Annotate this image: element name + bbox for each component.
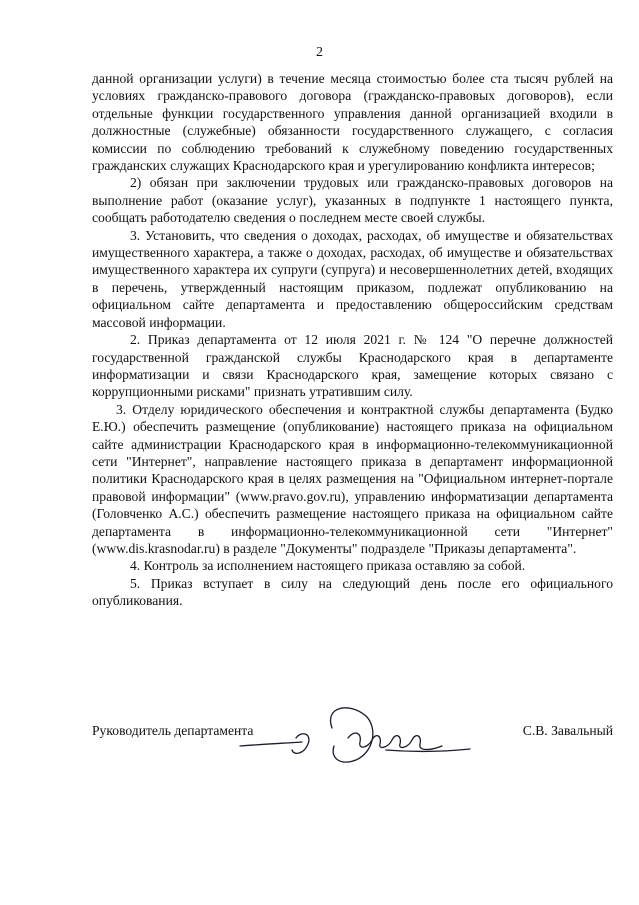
handwritten-signature <box>236 700 476 780</box>
signatory-name: С.В. Завальный <box>522 723 613 738</box>
paragraph-point-3: 3. Отделу юридического обеспечения и контрактной службы департамента (Будко Е.Ю.) обеспечить размещение (опубликование) настоящего приказа на официальном сайте администрации Краснодарского края в информационно-телекоммуникационной сети "Интернет", направление настоящего приказа в департамент информационной политики Краснодарского края в целях размещения на "Официальном интернет-портале правовой информации" (www.pravo.gov.ru), управлению информатизации департамента (Головченко А.С.) обеспечить размещение настоящего приказа на официальном сайте департамента в информационно-телекоммуникационной сети "Интернет"(www.dis.krasnodar.ru) в разделе "Документы" подразделе "Приказы департамента". <box>92 401 613 556</box>
paragraph-point-4: 4. Контроль за исполнением настоящего приказа оставляю за собой. <box>130 558 526 574</box>
paragraph-point-2: 2. Приказ департамента от 12 июля 2021 г. № 124 "О перечне должностей государственной гражданской службы Краснодарского края в департаменте информатизации и связи Краснодарского края, замещение которых связано с коррупционными рисками" признать утратившим силу. <box>92 332 613 400</box>
paragraph-item-3: 3. Установить, что сведения о доходах, расходах, об имуществе и обязательствах имущественного характера, а также о доходах, расходах, об имуществе и обязательствах имущественного характера их супруги (супруга) и несовершеннолетних детей, входящих в перечень, утвержденный настоящим приказом, подлежат опубликованию на официальном сайте департамента и предоставлению общероссийским средствам массовой информации. <box>92 227 613 330</box>
paragraph-point-5: 5. Приказ вступает в силу на следующий день после его официального опубликования. <box>92 575 613 609</box>
page-number: 2 <box>316 45 323 60</box>
paragraph-item-2: 2) обязан при заключении трудовых или гражданско-правовых договоров на выполнение работ (оказание услуг), указанных в подпункте 1 настоящего пункта, сообщать работодателю сведения о последнем месте своей службы. <box>92 175 613 226</box>
signatory-position: Руководитель департамента <box>92 723 254 738</box>
paragraph-continuation: данной организации услуги) в течение месяца стоимостью более ста тысяч рублей на условиях гражданско-правового договора (гражданско-правовых договоров), если отдельные функции государственного управления данной организацией входили в должностные (служебные) обязанности государственного служащего, с согласия комиссии по соблюдению требований к служебному поведению государственных гражданских служащих Краснодарского края и урегулированию конфликта интересов; <box>92 71 613 174</box>
document-body <box>92 70 613 610</box>
